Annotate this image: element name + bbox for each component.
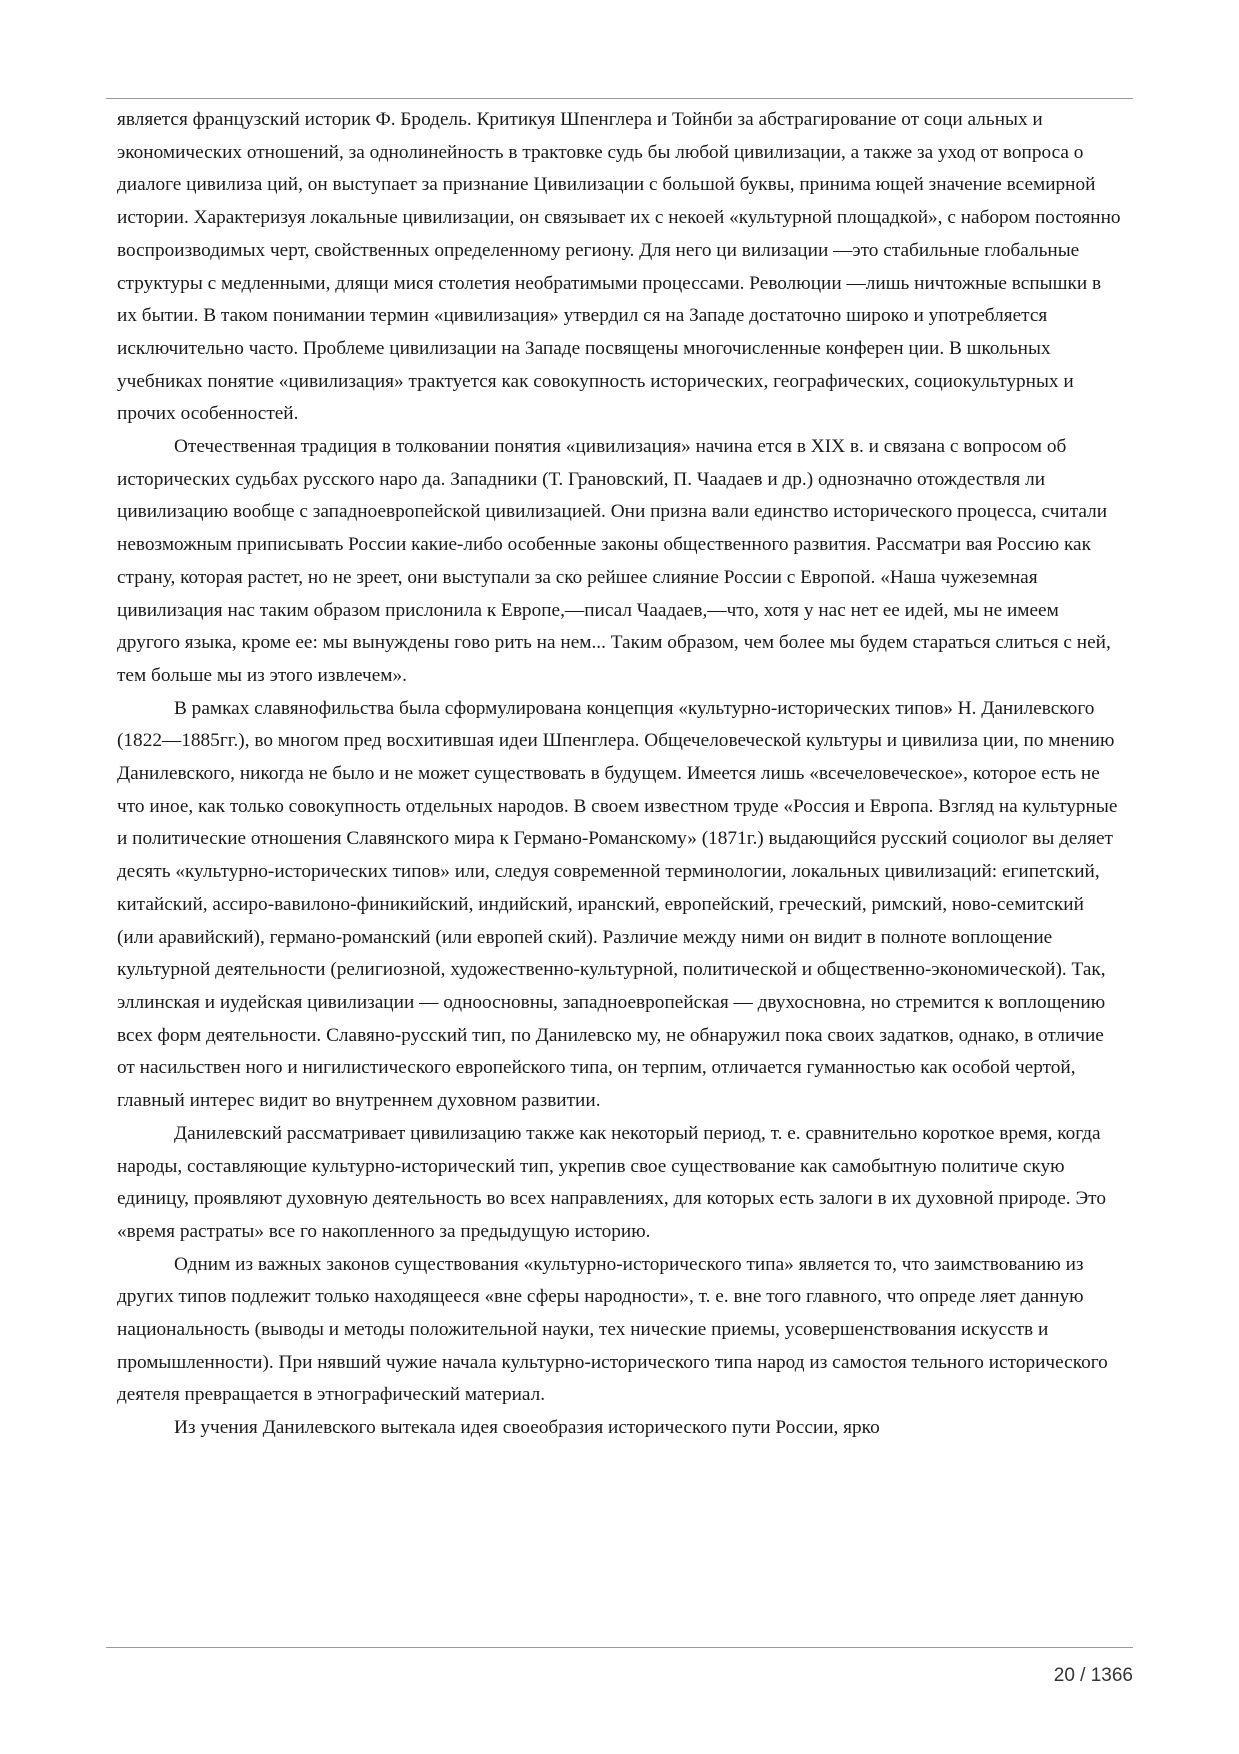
paragraph-6: Из учения Данилевского вытекала идея своеобразия исторического пути России, ярко <box>174 1417 880 1439</box>
page-indicator: 20 / 1366 <box>1053 1665 1133 1686</box>
paragraph-4: Данилевский рассматривает цивилизацию также как некоторый период, т. е. сравнительно короткое время, когда народы, составляющие культурно-исторический тип, укрепив свое существование как самобытную политиче скую единицу, проявляют духовную деятельность во всех направлениях, для которых есть залоги в их духовной природе. Это «время растраты» все го накопленного за предыдущую историю. <box>117 1122 1106 1242</box>
paragraph-5: Одним из важных законов существования «культурно-исторического типа» является то, что заимствованию из других типов подлежит только находящееся «вне сферы народности», т. е. вне того главного, что опреде ляет данную национальность (выводы и методы положительной науки, тех нические приемы, усовершенствования искусств и промышленности). При нявший чужие начала культурно-исторического типа народ из самостоя тельного исторического деятеля превращается в этнографический материал. <box>117 1253 1108 1406</box>
document-body <box>117 104 1125 1445</box>
paragraph-2: Отечественная традиция в толковании понятия «цивилизация» начина ется в XIX в. и связана с вопросом об исторических судьбах русского наро да. Западники (Т. Грановский, П. Чаадаев и др.) однозначно отождествля ли цивилизацию вообще с западноевропейской цивилизацией. Они призна вали единство исторического процесса, считали невозможным приписывать России какие-либо особенные законы общественного развития. Рассматри вая Россию как страну, которая растет, но не зреет, они выступали за ско рейшее слияние России с Европой. «Наша чужеземная цивилизация нас таким образом прислонила к Европе,—писал Чаадаев,—что, хотя у нас нет ее идей, мы не имеем другого языка, кроме ее: мы вынуждены гово рить на нем... Таким образом, чем более мы будем стараться слиться с ней, тем больше мы из этого извлечем». <box>117 436 1111 686</box>
top-divider <box>106 98 1133 99</box>
paragraph-3: В рамках славянофильства была сформулирована концепция «культурно-исторических типов» Н. Данилевского (1822—1885гг.), во многом пред восхитившая идеи Шпенглера. Общечеловеческой культуры и цивилиза ции, по мнению Данилевского, никогда не было и не может существовать в будущем. Имеется лишь «всечеловеческое», которое есть не что иное, как только совокупность отдельных народов. В своем известном труде «Россия и Европа. Взгляд на культурные и политические отношения Славянского мира к Германо-Романскому» (1871г.) выдающийся русский социолог вы деляет десять «культурно-исторических типов» или, следуя современной терминологии, локальных цивилизаций: египетский, китайский, ассиро-вавилоно-финикийский, индийский, иранский, европейский, греческий, римский, ново-семитский (или аравийский), германо-романский (или европей ский). Различие между ними он видит в полноте воплощение культурной деятельности (религиозной, художественно-культурной, политической и общественно-экономической). Так, эллинская и иудейская цивилизации — одноосновны, западноевропейская — двухосновна, но стремится к воплощению всех форм деятельности. Славяно-русский тип, по Данилевско му, не обнаружил пока своих задатков, однако, в отличие от насильствен ного и нигилистического европейского типа, он терпим, отличается гуманностью как особой чертой, главный интерес видит во внутреннем духовном развитии. <box>117 697 1118 1112</box>
bottom-divider <box>106 1647 1133 1648</box>
paragraph-1: является французский историк Ф. Бродель. Критикуя Шпенглера и Тойнби за абстрагирование от соци альных и экономических отношений, за однолинейность в трактовке судь бы любой цивилизации, а также за уход от вопроса о диалоге цивилиза ций, он выступает за признание Цивилизации с большой буквы, принима ющей значение всемирной истории. Характеризуя локальные цивилизации, он связывает их с некоей «культурной площадкой», с набором постоянно воспроизводимых черт, свойственных определенному региону. Для него ци вилизации —это стабильные глобальные структуры с медленными, длящи мися столетия необратимыми процессами. Революции —лишь ничтожные вспышки в их бытии. В таком понимании термин «цивилизация» утвердил ся на Западе достаточно широко и употребляется исключительно часто. Проблеме цивилизации на Западе посвящены многочисленные конферен ции. В школьных учебниках понятие «цивилизация» трактуется как совокупность исторических, географических, социокультурных и прочих особенностей. <box>117 109 1121 425</box>
